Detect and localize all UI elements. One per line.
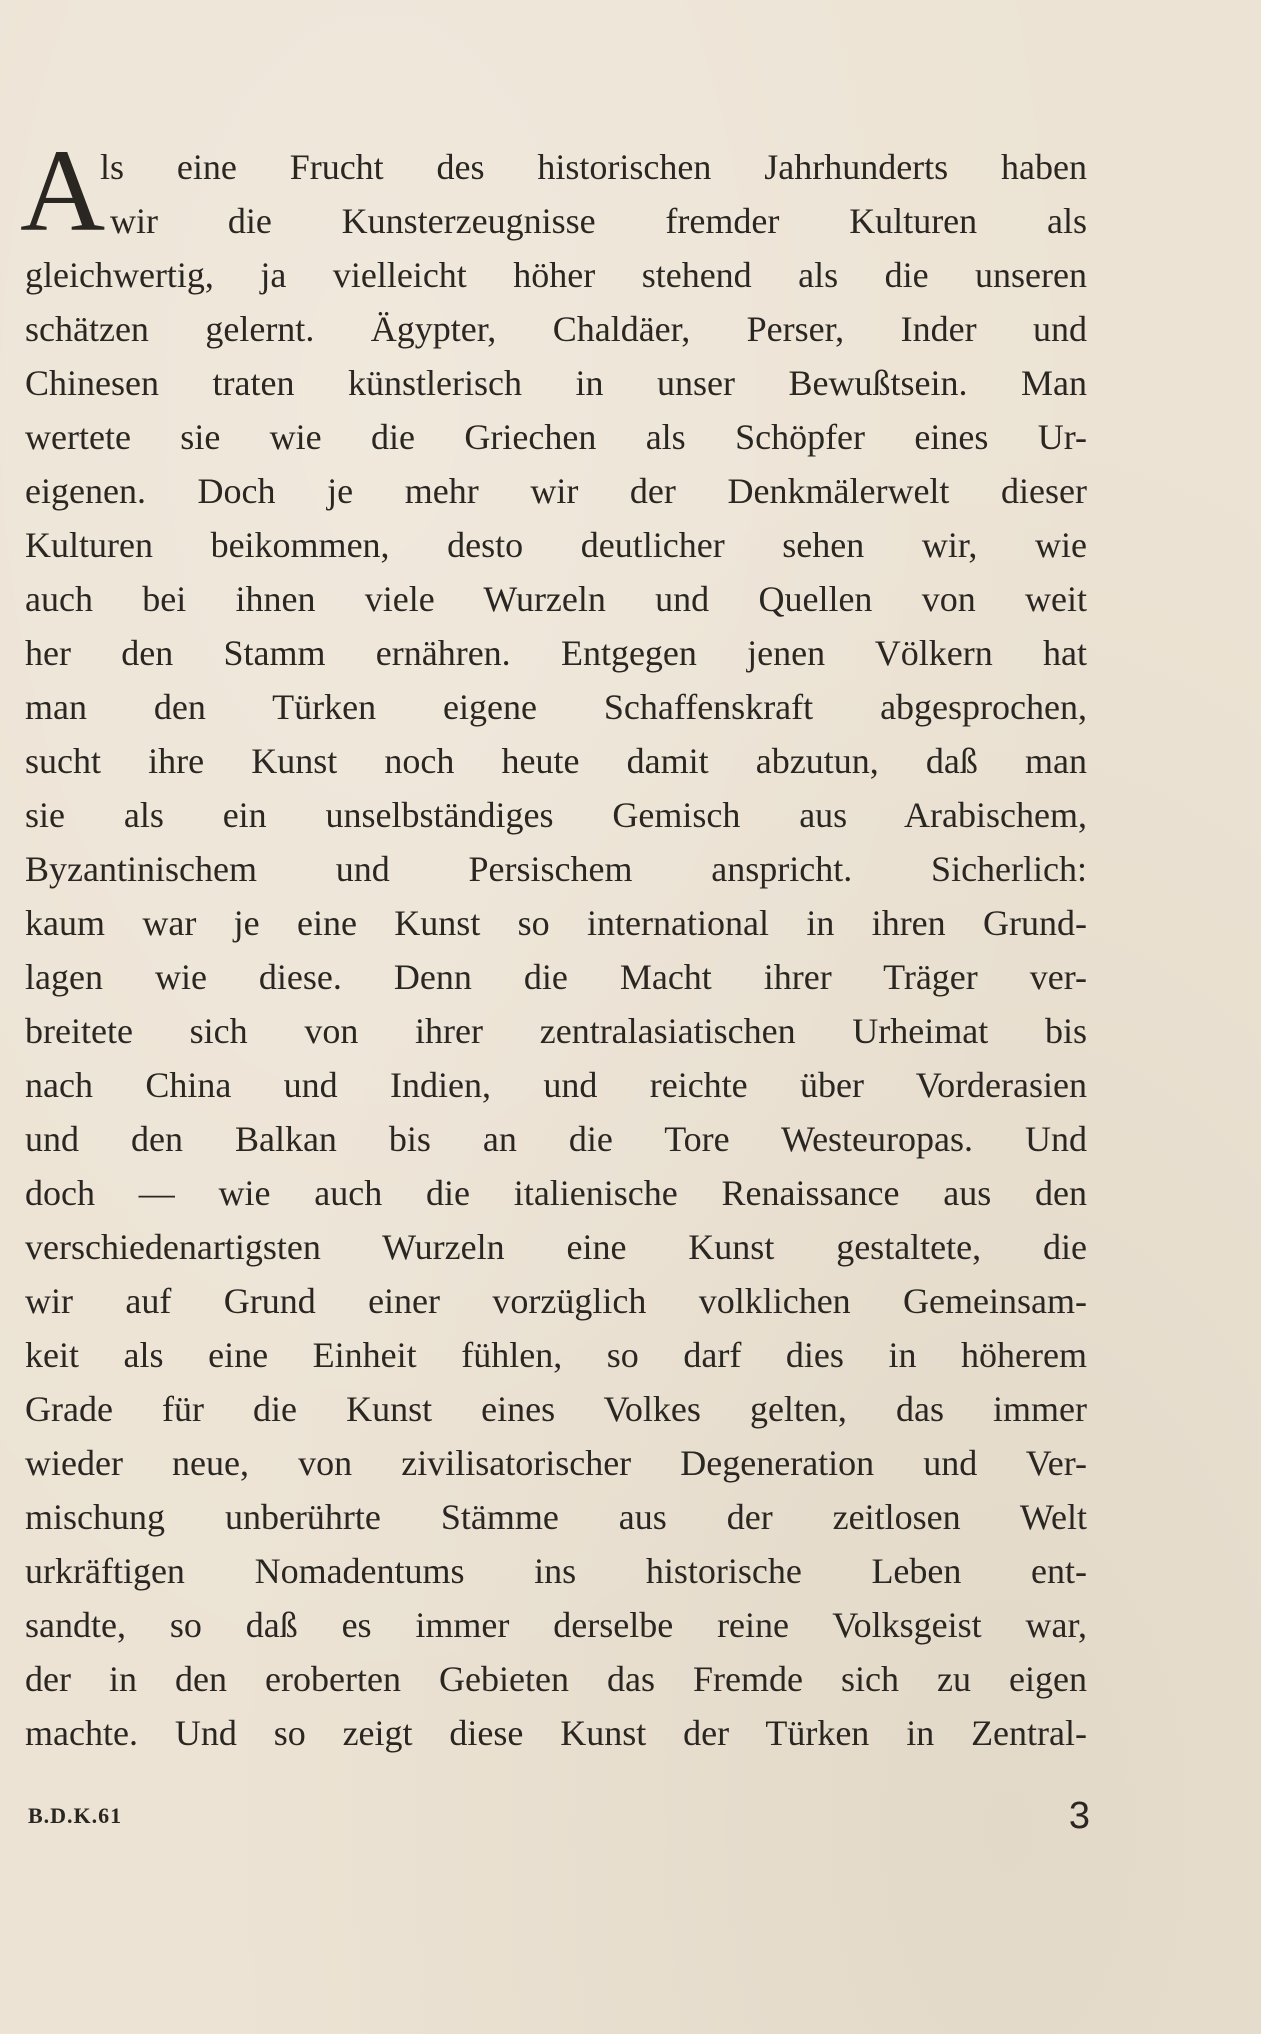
text-line: keit als eine Einheit fühlen, so darf dies in höherem — [25, 1335, 1087, 1375]
text-line: auch bei ihnen viele Wurzeln und Quellen von weit — [25, 579, 1087, 619]
text-line: Kulturen beikommen, desto deutlicher sehen wir, wie — [25, 525, 1087, 565]
text-line: Byzantinischem und Persischem anspricht. Sicherlich: — [25, 849, 1087, 889]
text-line: verschiedenartigsten Wurzeln eine Kunst gestaltete, die — [25, 1227, 1087, 1267]
text-line: wieder neue, von zivilisatorischer Degeneration und Ver- — [25, 1443, 1087, 1483]
text-line: breitete sich von ihrer zentralasiatischen Urheimat bis — [25, 1011, 1087, 1051]
text-line: gleichwertig, ja vielleicht höher stehend als die unseren — [25, 255, 1087, 295]
text-line: sandte, so daß es immer derselbe reine Volksgeist war, — [25, 1605, 1087, 1645]
text-line: wertete sie wie die Griechen als Schöpfer eines Ur- — [25, 417, 1087, 457]
text-line: machte. Und so zeigt diese Kunst der Türken in Zentral- — [25, 1713, 1087, 1753]
text-line: der in den eroberten Gebieten das Fremde sich zu eigen — [25, 1659, 1087, 1699]
page-number: 3 — [1068, 1795, 1090, 1837]
body-text — [25, 140, 1087, 1760]
page-footer — [28, 1795, 1090, 1845]
text-line: doch — wie auch die italienische Renaissance aus den — [25, 1173, 1087, 1213]
text-line: und den Balkan bis an die Tore Westeuropas. Und — [25, 1119, 1087, 1159]
text-line: her den Stamm ernähren. Entgegen jenen Völkern hat — [25, 633, 1087, 673]
text-line: nach China und Indien, und reichte über Vorderasien — [25, 1065, 1087, 1105]
text-line: eigenen. Doch je mehr wir der Denkmälerwelt dieser — [25, 471, 1087, 511]
text-line: ls eine Frucht des historischen Jahrhunderts haben — [100, 147, 1087, 187]
text-line: Grade für die Kunst eines Volkes gelten, das immer — [25, 1389, 1087, 1429]
text-line: kaum war je eine Kunst so international in ihren Grund- — [25, 903, 1087, 943]
text-line: wir die Kunsterzeugnisse fremder Kulturen als — [110, 201, 1087, 241]
text-line: wir auf Grund einer vorzüglich volklichen Gemeinsam- — [25, 1281, 1087, 1321]
text-line: mischung unberührte Stämme aus der zeitlosen Welt — [25, 1497, 1087, 1537]
text-line: sie als ein unselbständiges Gemisch aus Arabischem, — [25, 795, 1087, 835]
printer-signature: B.D.K.61 — [28, 1803, 123, 1828]
text-line: man den Türken eigene Schaffenskraft abgesprochen, — [25, 687, 1087, 727]
text-line: schätzen gelernt. Ägypter, Chaldäer, Perser, Inder und — [25, 309, 1087, 349]
text-line: sucht ihre Kunst noch heute damit abzutun, daß man — [25, 741, 1087, 781]
drop-cap: A — [20, 125, 106, 256]
text-line: lagen wie diese. Denn die Macht ihrer Träger ver- — [25, 957, 1087, 997]
text-line: urkräftigen Nomadentums ins historische Leben ent- — [25, 1551, 1087, 1591]
text-line: Chinesen traten künstlerisch in unser Bewußtsein. Man — [25, 363, 1087, 403]
